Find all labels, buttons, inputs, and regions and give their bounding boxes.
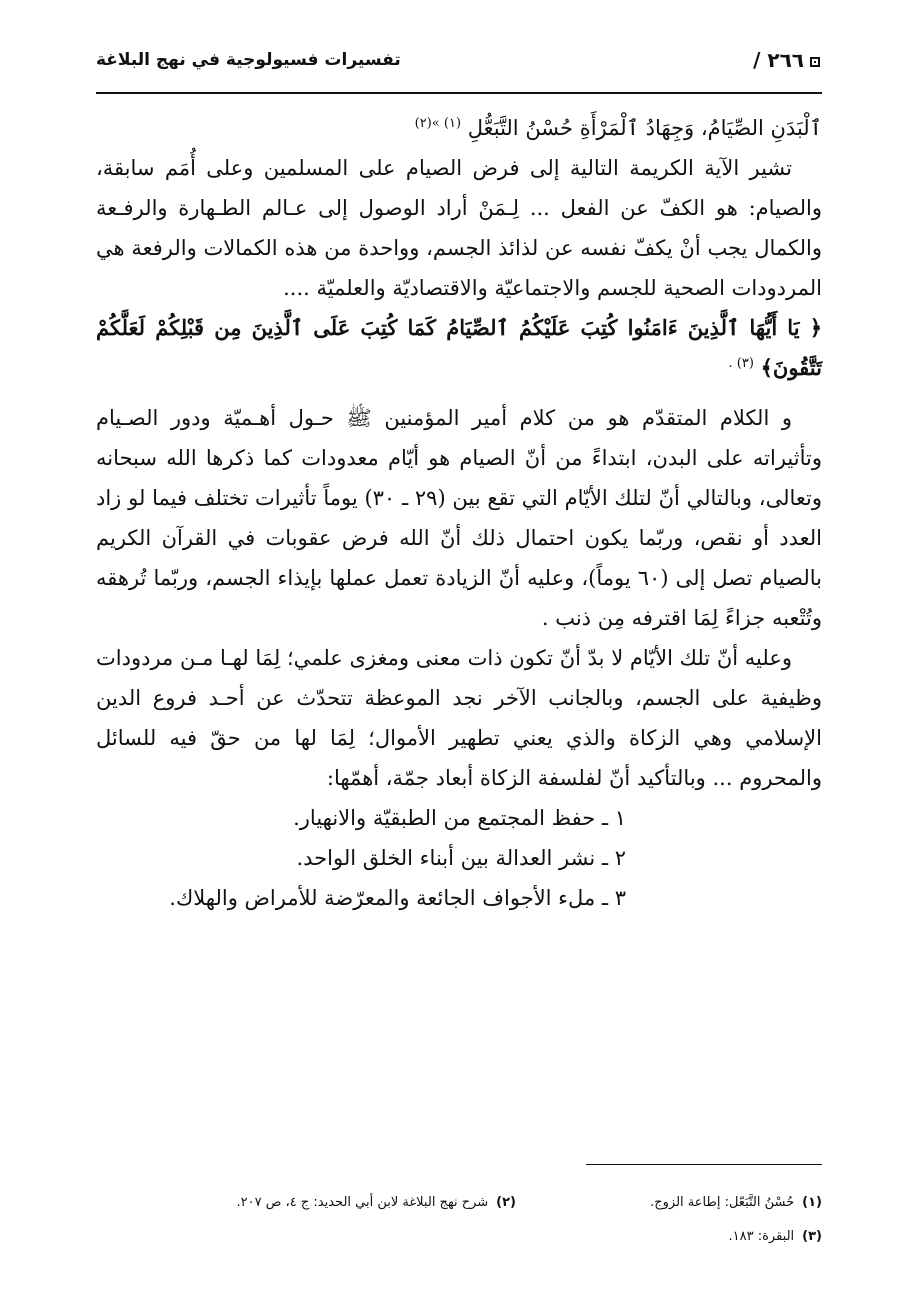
hadith-footnote-refs: (١) »(٢) [414,116,462,131]
footnote-number: (٣) [802,1229,822,1244]
footnote-number: (١) [802,1195,822,1210]
paragraph-zakat: وعليه أنّ تلك الأيّام لا بدّ أنّ تكون ذات معنى ومغزى علمي؛ لِمَا لهـا مـن مردودات وظيفية على الجسم، وبالجانب الآخر نجد الموعظة تتحدّث عن أحـد فروع الدين الإسلامي وهي الزكاة والذي يعني تطهير الأموال؛ لِمَا لها من حقّ فيه للسائل والمحروم ... وبالتأكيد أنّ لفلسفة الزكاة أبعاد جمّة، أهمّها: [96,646,822,790]
page-number-text: ٢٦٦ / [753,48,804,72]
quran-verse [96,308,822,388]
list-item: ١ ـ حفظ المجتمع من الطبقيّة والانهيار. [293,806,626,830]
footnote-divider [586,1164,822,1165]
footnote-text: البقرة: ١٨٣. [728,1229,795,1244]
list-item: ٢ ـ نشر العدالة بين أبناء الخلق الواحد. [296,846,626,870]
page-header [96,44,822,84]
verse-text: ﴿ يَا أَيُّهَا ٱلَّذِينَ ءَامَنُوا كُتِبَ عَلَيْكُمُ ٱلصِّيَامُ كَمَا كُتِبَ عَلَى ٱلَّذِينَ مِن قَبْلِكُمْ لَعَلَّكُمْ تَتَّقُونَ﴾ [96,315,822,380]
footnote-3 [612,1220,822,1254]
book-title: تفسيرات فسيولوجية في نهج البلاغة [96,50,401,70]
verse-footnote-ref: (٣) . [728,356,754,371]
footnote-1 [612,1186,822,1220]
hadith-ending: ٱلْبَدَنِ الصِّيَامُ، وَجِهَادُ ٱلْمَرْأَةِ حُسْنُ التَّبَعُّلِ [467,116,822,140]
footnote-text: شرح نهج البلاغة لابن أبي الحديد: ج ٤، ص ٢٠٧. [236,1195,489,1210]
page-body [96,108,822,918]
header-divider [96,92,822,94]
paragraph-fasting-effects: و الكلام المتقدّم هو من كلام أمير المؤمنين ﷺ حـول أهـميّة ودور الصـيام وتأثيراته على البدن، ابتداءً من أنّ الصيام هو أيّام معدودات كما ذكرها الله سبحانه وتعالى، وبالتالي أنّ لتلك الأيّام التي تقع بين (٢٩ ـ ٣٠) يوماً تأثيرات تختلف فيما لو زاد العدد أو نقص، وربّما يكون احتمال ذلك أنّ الله فرض عقوبات في القرآن الكريم بالصيام تصل إلى (٦٠ يوماً)، وعليه أنّ الزيادة تعمل عملها بإيذاء الجسم، وربّما تُرهقه وتُتْعبه جزاءً لِمَا اقترفه مِن ذنب . [96,406,822,630]
footnotes [96,1186,822,1254]
square-icon [810,57,820,67]
paragraph-fasting-intro: تشير الآية الكريمة التالية إلى فرض الصيام على المسلمين وعلى أُمَم سابقة، والصيام: هو الكفّ عن الفعل ... لِـمَنْ أراد الوصول إلى عـالم الطـهارة والرفـعة والكمال يجب أنْ يكفّ نفسه عن لذائذ الجسم، وواحدة من هذه الكمالات والرفعة هي المردودات الصحية للجسم والاجتماعيّة والاقتصاديّة والعلميّة .... [96,156,822,300]
footnote-text: حُسْنُ التَّبَعّل: إطاعة الزوج. [650,1195,795,1210]
opening-line [96,108,822,148]
page-number [753,48,820,72]
zakat-dimensions-list [96,798,822,918]
footnote-2 [96,1186,516,1220]
footnote-number: (٢) [496,1195,516,1210]
list-item: ٣ ـ ملء الأجواف الجائعة والمعرّضة للأمراض والهلاك. [169,886,626,910]
